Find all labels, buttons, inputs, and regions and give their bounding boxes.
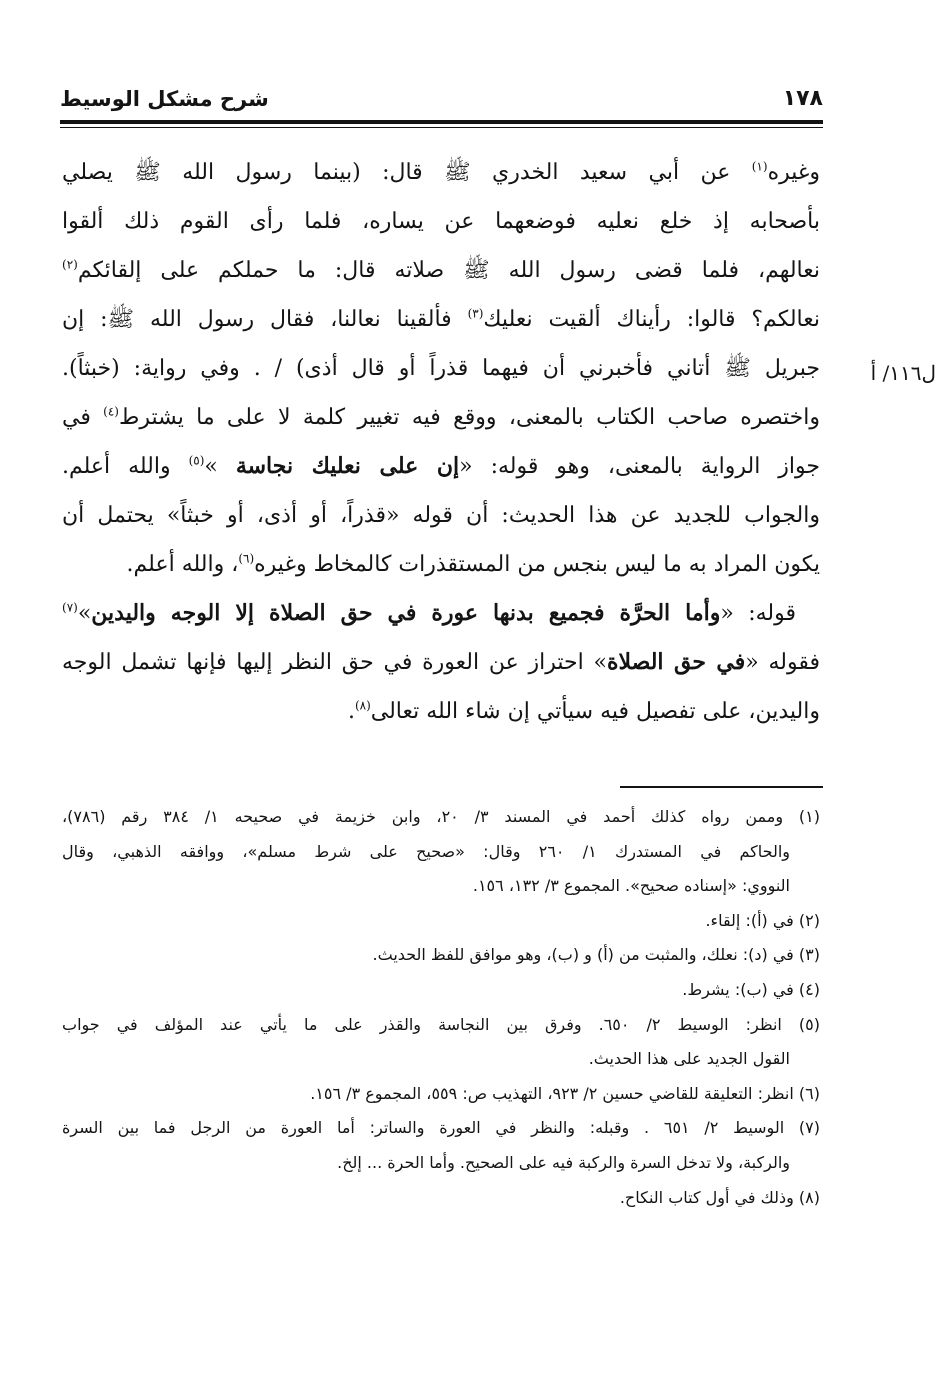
footnote-ref: (٥) — [188, 453, 205, 468]
footnote-ref: (٧) — [62, 600, 78, 615]
footnote-ref: (٢) — [62, 257, 78, 272]
main-text — [62, 148, 820, 736]
footnote-line: (٧) الوسيط ٢/ ٦٥١ . وقبله: والنظر في العورة والساتر: أما العورة من الرجل فما بين السرة — [62, 1118, 820, 1138]
text-line: وغيره$^{(١)}$ عن أبي سعيد الخدري ﷺ قال: (بينما رسول الله ﷺ يصلي — [62, 159, 820, 185]
header-rule — [60, 120, 823, 124]
text-line: فقوله «في حق الصلاة» احتراز عن العورة في حق النظر إليها فإنها تشمل الوجه — [62, 649, 820, 675]
footnote-line: (٨) وذلك في أول كتاب النكاح. — [619, 1187, 820, 1207]
footnote-ref: (٣) — [467, 306, 484, 321]
footnote-separator — [620, 786, 823, 788]
text-line: واختصره صاحب الكتاب بالمعنى، ووقع فيه تغيير كلمة لا على ما يشترط$^{(٤)}$ في — [62, 404, 820, 430]
footnote-line: والركبة، ولا تدخل السرة والركبة فيه على الصحيح. وأما الحرة ... إلخ. — [337, 1152, 790, 1172]
page-number: ١٧٨ — [782, 86, 823, 111]
footnote-line: القول الجديد على هذا الحديث. — [588, 1049, 790, 1069]
text-line: جبريل ﷺ أتاني فأخبرني أن فيهما قذراً أو قال أذى) / . وفي رواية: (خبثاً). — [62, 356, 820, 381]
footnotes — [62, 800, 820, 1215]
text-line: جواز الرواية بالمعنى، وهو قوله: «إن على نعليك نجاسة »$^{(٥)}$ والله أعلم. — [62, 453, 820, 479]
text-line: نعالكم؟ قالوا: رأيناك ألقيت نعليك$^{(٣)}$ فألقينا نعالنا، فقال رسول الله ﷺ: إن — [62, 306, 820, 332]
quoted-text: إن على نعليك نجاسة — [235, 453, 460, 479]
footnote-line: (٦) انظر: التعليقة للقاضي حسين ٢/ ٩٢٣، التهذيب ص: ٥٥٩، المجموع ٣/ ١٥٦. — [310, 1083, 820, 1103]
book-title: شرح مشكل الوسيط — [60, 87, 269, 111]
footnote-line: (١) وممن رواه كذلك أحمد في المسند ٣/ ٢٠، وابن خزيمة في صحيحه ١/ ٣٨٤ رقم (٧٨٦)، — [62, 807, 820, 826]
manuscript-folio-note: ل١١٦/ أ — [870, 361, 936, 385]
footnote-ref: (٤) — [103, 404, 119, 419]
footnote-line: (٢) في (أ): إلقاء. — [705, 910, 820, 930]
header-rule-thin — [60, 127, 823, 128]
footnote-line: (٥) انظر: الوسيط ٢/ ٦٥٠. وفرق بين النجاسة والقذر على ما يأتي عند المؤلف في جواب — [62, 1014, 820, 1034]
footnote-line: النووي: «إسناده صحيح». المجموع ٣/ ١٣٢، ١٥٦. — [472, 876, 790, 896]
text-line: والجواب للجديد عن هذا الحديث: أن قوله «قذراً، أو أذى، أو خبثاً» يحتمل أن — [62, 503, 820, 528]
footnote-line: (٣) في (د): نعلك، والمثبت من (أ) و (ب)، وهو موافق للفظ الحديث. — [372, 945, 820, 965]
footnote-ref: (٦) — [238, 551, 255, 566]
footnote-line: (٤) في (ب): يشرط. — [682, 979, 820, 999]
text-line: واليدين، على تفصيل فيه سيأتي إن شاء الله تعالى$^{(٨)}$. — [347, 698, 820, 724]
footnote-line: والحاكم في المستدرك ١/ ٢٦٠ وقال: «صحيح على شرط مسلم»، ووافقه الذهبي، وقال — [62, 841, 791, 861]
text-line: بأصحابه إذ خلع نعليه فوضعهما عن يساره، فلما رأى القوم ذلك ألقوا — [62, 209, 820, 234]
footnote-ref: (٨) — [354, 698, 371, 713]
running-header — [60, 84, 823, 114]
text-line: يكون المراد به ما ليس بنجس من المستقذرات كالمخاط وغيره$^{(٦)}$، والله أعلم. — [126, 551, 820, 577]
text-line: نعالهم، فلما قضى رسول الله ﷺ صلاته قال: ما حملكم على إلقائكم$^{(٢)}$ — [62, 257, 820, 283]
text-line: قوله: «وأما الحرَّة فجميع بدنها عورة في حق الصلاة إلا الوجه واليدين»$^{(٧)}$ — [62, 600, 796, 626]
quoted-text: في حق الصلاة — [606, 649, 746, 675]
footnote-ref: (١) — [751, 159, 768, 174]
quoted-text: وأما الحرَّة فجميع بدنها عورة في حق الصلاة إلا الوجه واليدين — [91, 600, 721, 626]
